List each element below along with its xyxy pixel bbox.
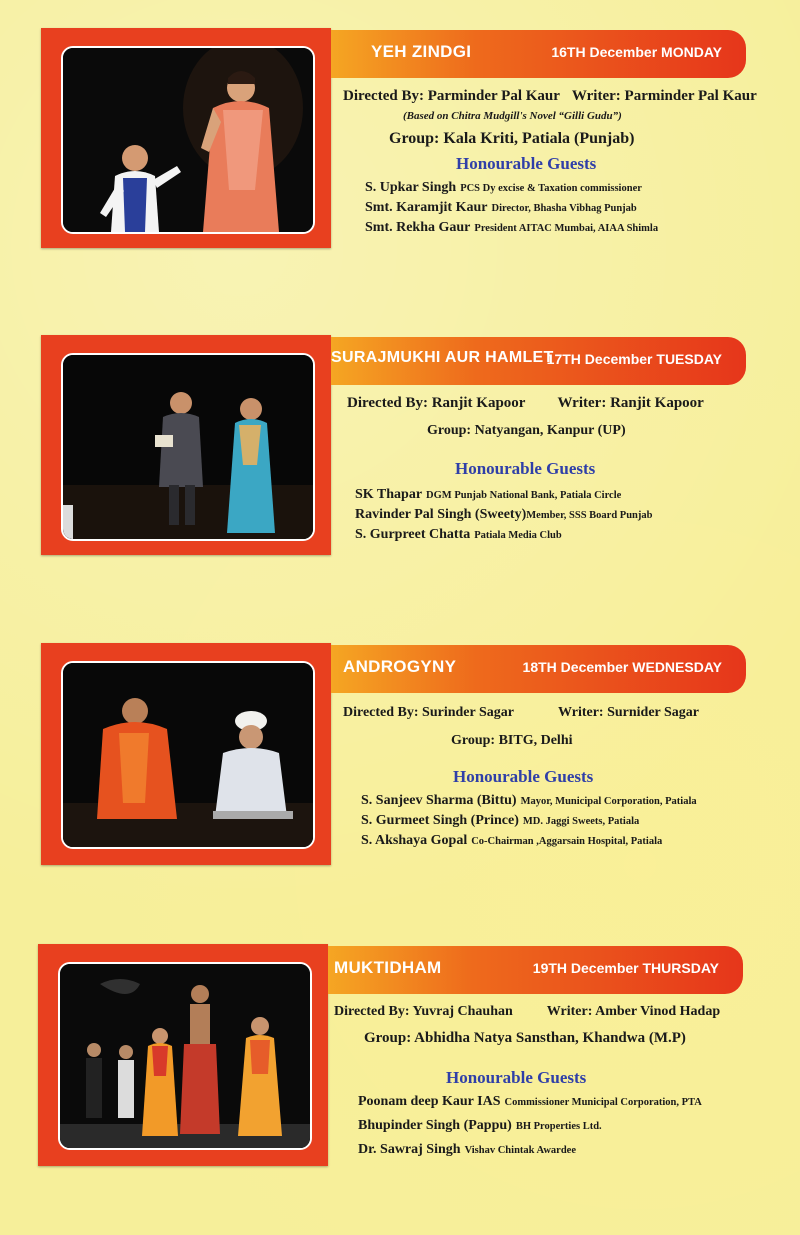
stage-photo xyxy=(61,46,315,234)
honourable-guests-heading: Honourable Guests xyxy=(455,459,596,478)
guest-role: Commissioner Municipal Corporation, PTA xyxy=(504,1097,702,1108)
guest-item xyxy=(355,507,652,523)
guest-role: Member, SSS Board Punjab xyxy=(526,510,653,521)
guest-name: S. Gurpreet Chatta xyxy=(355,527,471,542)
event-banner xyxy=(328,946,743,994)
guest-item xyxy=(358,1142,576,1158)
guest-name: SK Thapar xyxy=(355,487,423,502)
guest-role: Vishav Chintak Awardee xyxy=(464,1145,576,1156)
photo-frame xyxy=(41,335,331,555)
guest-role: DGM Punjab National Bank, Patiala Circle xyxy=(426,490,622,501)
guest-item xyxy=(358,1094,702,1110)
credits-line xyxy=(343,705,699,721)
director: Directed By: Ranjit Kapoor xyxy=(347,395,526,411)
stage-photo xyxy=(61,661,315,849)
group-name: Group: Kala Kriti, Patiala (Punjab) xyxy=(389,130,635,147)
guest-name: S. Gurmeet Singh (Prince) xyxy=(361,813,519,828)
guest-name: Smt. Rekha Gaur xyxy=(365,220,471,235)
guest-role: MD. Jaggi Sweets, Patiala xyxy=(522,816,640,827)
writer: Writer: Amber Vinod Hadap xyxy=(546,1004,721,1019)
director: Directed By: Surinder Sagar xyxy=(343,705,514,720)
guest-item xyxy=(355,487,621,503)
credits-line xyxy=(343,88,757,105)
guest-role: Director, Bhasha Vibhag Punjab xyxy=(491,203,637,214)
event-title: MUKTIDHAM xyxy=(334,958,442,977)
director: Directed By: Yuvraj Chauhan xyxy=(334,1004,513,1019)
guest-name: S. Akshaya Gopal xyxy=(361,833,468,848)
credits-line xyxy=(347,395,704,412)
honourable-guests-heading: Honourable Guests xyxy=(453,767,594,786)
event-date: 17TH December TUESDAY xyxy=(546,351,722,367)
guest-item xyxy=(361,813,639,829)
guest-name: Smt. Karamjit Kaur xyxy=(365,200,488,215)
group-name: Group: Abhidha Natya Sansthan, Khandwa (M.P) xyxy=(364,1030,686,1046)
honourable-guests-heading: Honourable Guests xyxy=(446,1068,587,1087)
event-banner xyxy=(331,337,746,385)
guest-name: Ravinder Pal Singh (Sweety) xyxy=(355,507,527,522)
guest-name: S. Upkar Singh xyxy=(365,180,457,195)
honourable-guests-heading: Honourable Guests xyxy=(456,154,597,173)
guest-item xyxy=(361,793,697,809)
event-title: YEH ZINDGI xyxy=(371,42,472,61)
guest-role: Patiala Media Club xyxy=(474,530,562,541)
writer: Writer: Parminder Pal Kaur xyxy=(571,88,757,104)
event-title: SURAJMUKHI AUR HAMLET xyxy=(331,349,554,366)
event-banner xyxy=(331,645,746,693)
guest-role: President AITAC Mumbai, AIAA Shimla xyxy=(474,223,659,234)
director: Directed By: Parminder Pal Kaur xyxy=(343,88,560,104)
writer: Writer: Ranjit Kapoor xyxy=(557,395,704,411)
event-muktidham xyxy=(0,944,800,1184)
photo-frame xyxy=(41,643,331,865)
event-title: ANDROGYNY xyxy=(343,657,457,676)
group-name: Group: Natyangan, Kanpur (UP) xyxy=(427,423,626,438)
event-date: 18TH December WEDNESDAY xyxy=(522,659,722,675)
guest-item xyxy=(358,1118,602,1134)
guest-item xyxy=(355,527,562,543)
guest-item xyxy=(361,833,662,849)
source-note: (Based on Chitra Mudgill's Novel “Gilli Gudu”) xyxy=(403,110,622,122)
guest-role: BH Properties Ltd. xyxy=(515,1121,602,1132)
guest-item xyxy=(365,200,637,216)
photo-frame xyxy=(38,944,328,1166)
group-name: Group: BITG, Delhi xyxy=(451,733,573,748)
event-yeh-zindgi xyxy=(0,28,800,268)
writer: Writer: Surnider Sagar xyxy=(557,705,700,720)
stage-photo xyxy=(61,353,315,541)
event-banner xyxy=(331,30,746,78)
guest-role: Mayor, Municipal Corporation, Patiala xyxy=(520,796,697,807)
guest-name: Bhupinder Singh (Pappu) xyxy=(358,1118,512,1133)
credits-line xyxy=(334,1004,720,1020)
guest-name: Poonam deep Kaur IAS xyxy=(358,1094,501,1109)
event-androgyny xyxy=(0,643,800,883)
guest-role: Co-Chairman ,Aggarsain Hospital, Patiala xyxy=(471,836,663,847)
event-surajmukhi-aur-hamlet xyxy=(0,335,800,575)
guest-role: PCS Dy excise & Taxation commissioner xyxy=(460,183,642,194)
photo-frame xyxy=(41,28,331,248)
guest-item xyxy=(365,220,658,236)
event-date: 19TH December THURSDAY xyxy=(532,960,719,976)
guest-item xyxy=(365,180,642,196)
event-date: 16TH December MONDAY xyxy=(551,44,722,60)
guest-name: S. Sanjeev Sharma (Bittu) xyxy=(361,793,517,808)
stage-photo xyxy=(58,962,312,1150)
guest-name: Dr. Sawraj Singh xyxy=(358,1142,461,1157)
